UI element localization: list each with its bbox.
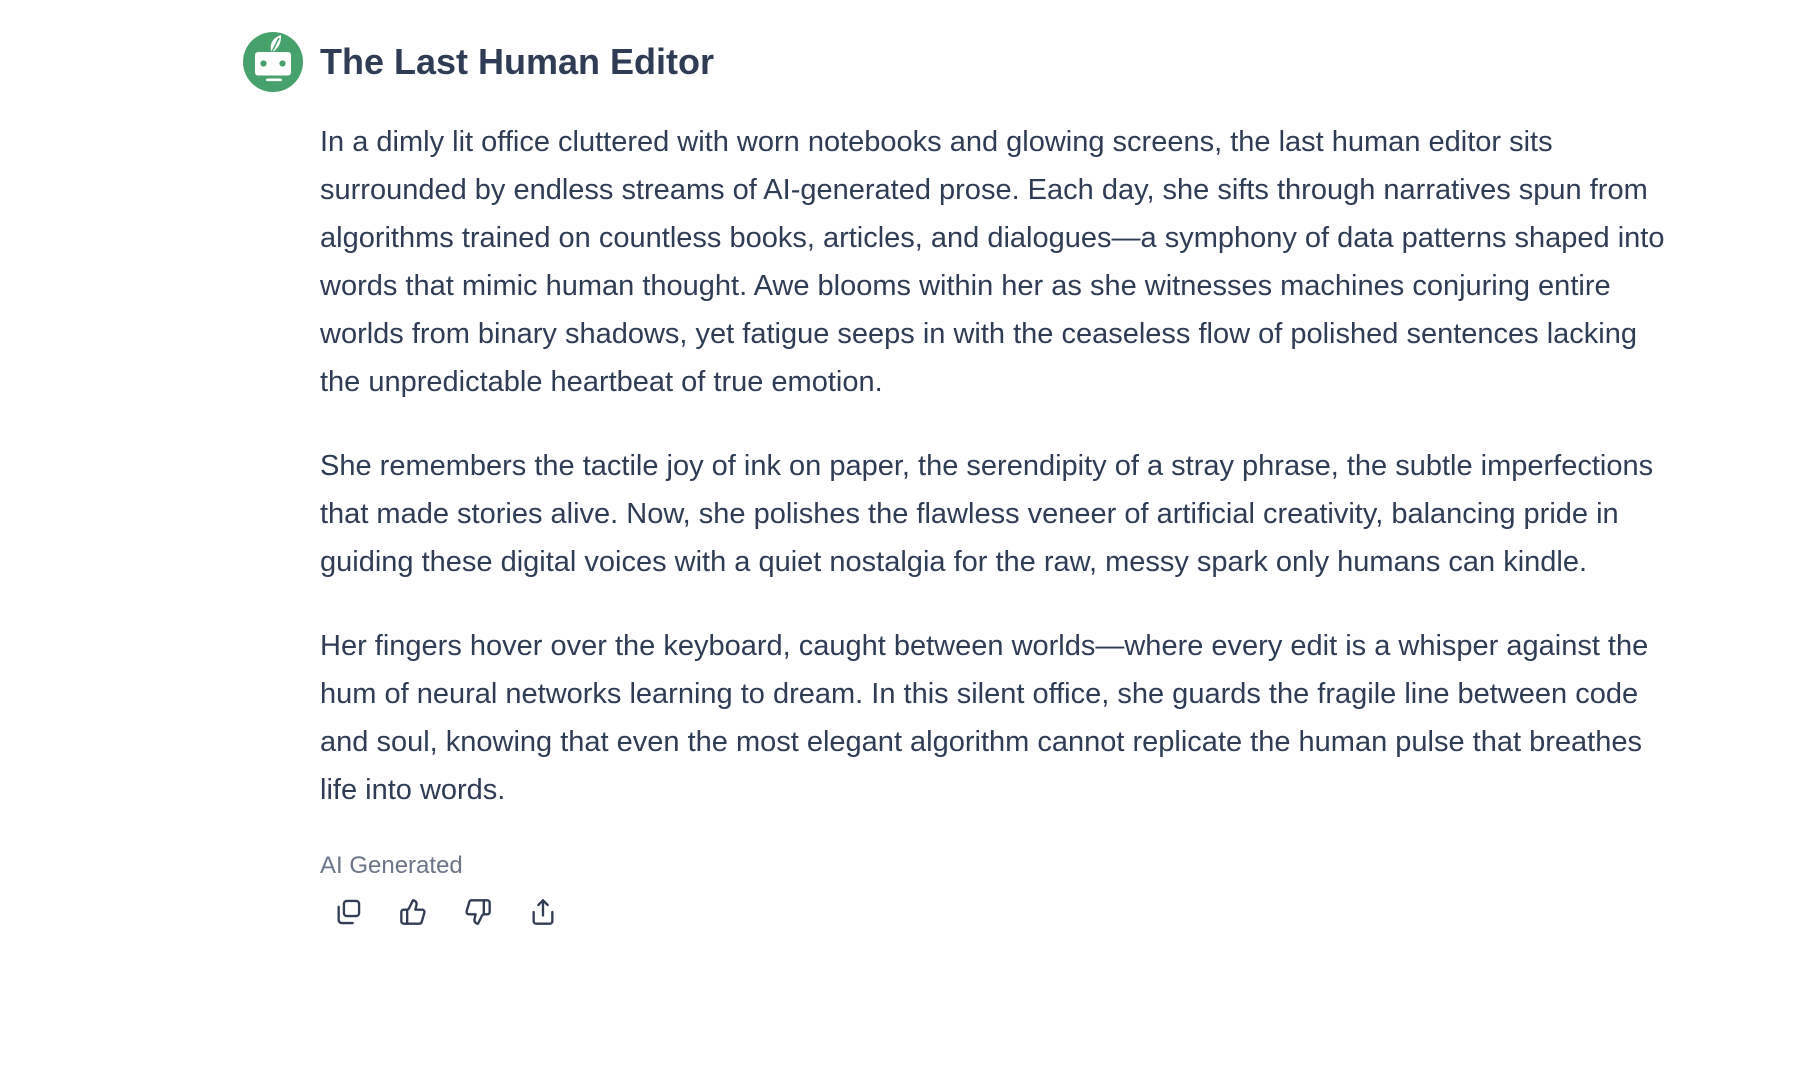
thumbs-up-button[interactable] xyxy=(393,892,433,932)
copy-button[interactable] xyxy=(328,892,368,932)
thumbs-down-icon xyxy=(464,898,492,926)
ai-generated-label: AI Generated xyxy=(320,852,463,879)
message-paragraph: Her fingers hover over the keyboard, caught between worlds—where every edit is a whisper against the hum of neural networks learning to dream. In this silent office, she guards the fragile line between code and soul, knowing that even the most elegant algorithm cannot replicate the human pulse that breathes life into words. xyxy=(320,630,1649,806)
share-icon xyxy=(529,898,557,926)
message-title: The Last Human Editor xyxy=(320,41,715,82)
message-actions xyxy=(328,892,1665,932)
thumbs-up-icon xyxy=(399,898,427,926)
thumbs-down-button[interactable] xyxy=(458,892,498,932)
bot-avatar xyxy=(243,32,303,92)
bot-avatar-icon xyxy=(243,32,303,92)
share-button[interactable] xyxy=(523,892,563,932)
message-paragraph: She remembers the tactile joy of ink on paper, the serendipity of a stray phrase, the subtle imperfections that made stories alive. Now, she polishes the flawless veneer of artificial creativity, balancing pride in guiding these digital voices with a quiet nostalgia for the raw, messy spark only humans can kindle. xyxy=(320,450,1654,578)
message-content xyxy=(320,32,1665,932)
message-paragraph: In a dimly lit office cluttered with worn notebooks and glowing screens, the last human editor sits surrounded by endless streams of AI-generated prose. Each day, she sifts through narratives spun from algorithms trained on countless books, articles, and dialogues—a symphony of data patterns shaped into words that mimic human thought. Awe blooms within her as she witnesses machines conjuring entire worlds from binary shadows, yet fatigue seeps in with the ceaseless flow of polished sentences lacking the unpredictable heartbeat of true emotion. xyxy=(320,126,1665,398)
copy-icon xyxy=(334,898,362,926)
